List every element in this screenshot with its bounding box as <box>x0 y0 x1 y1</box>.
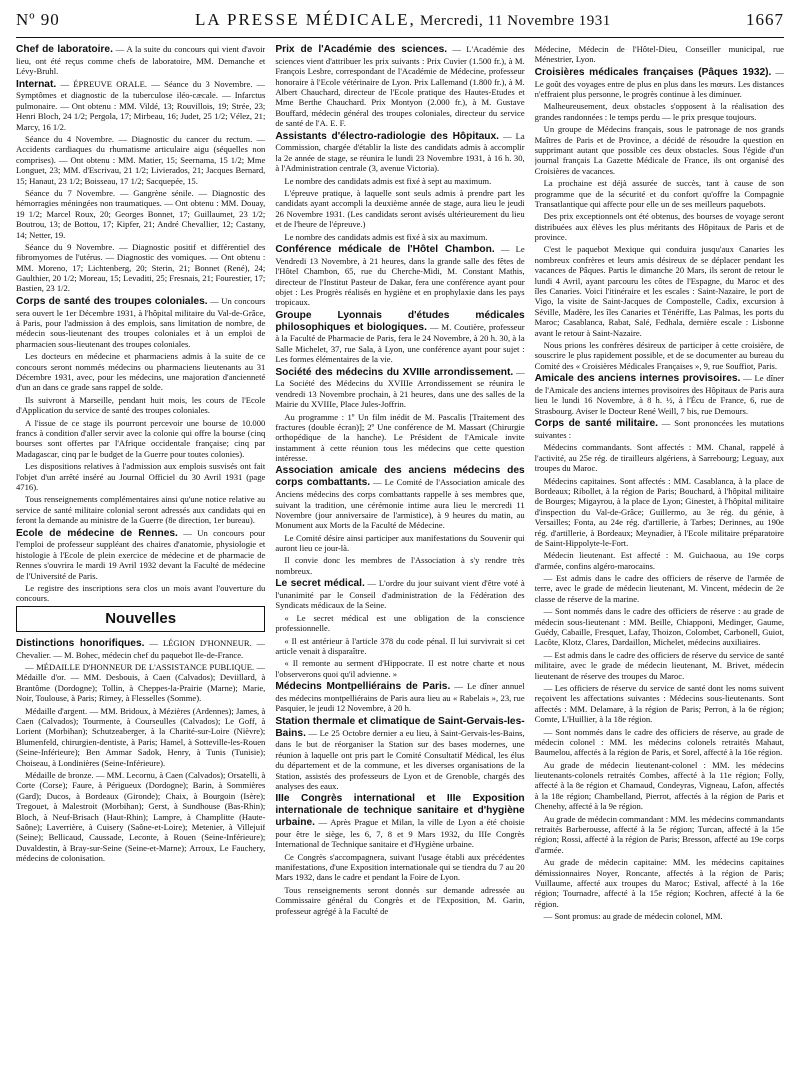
heading: Le secret médical. <box>275 578 365 590</box>
heading: Corps de santé des troupes coloniales. <box>16 295 208 307</box>
article-text: — Après Prague et Milan, la ville de Lyon a été choisie pour être le siège, les 6, 7, 8 et 9 Mars 1932, du IIIe Congrès International de Technique sanitaire et d'Hygiène urbaine. <box>275 817 525 850</box>
paragraph: Nous prions les confrères désireux de participer à cette croisière, de souscrire le plus rapidement possible, et de se documenter au bureau du Comité des « Croisières Médicales Françaises », 9, rue Souffiot, Paris. <box>534 339 784 371</box>
paragraph: Séance du 7 Novembre. — Gangrène sénile. — Diagnostic des hémorragies méningées non traumatiques. — Ont obtenu : MM. Douay, 19 1/2; Marcel Roux, 20; Georges Bonnet, 17; Guillaumet, 23 1/2; Boutrou, 13; de Bottou, 17; Kipfer, 21; André Chevallier, 12; Castany, 14; Netter, 19. <box>16 187 266 240</box>
heading: Amicale des anciens internes provisoires. <box>534 373 741 385</box>
article-societe-xviii <box>275 367 524 410</box>
paragraph: Le nombre des candidats admis est fixé à sept au maximum. <box>284 175 492 186</box>
paragraph: « Il est antérieur à l'article 378 du code pénal. Il lui survivrait si cet article venait à disparaître. <box>275 635 525 657</box>
paragraph: L'épreuve pratique, à laquelle sont seuls admis à prendre part les candidats ayant accompli la deuxième année de stage, aura lieu le jeudi 26 Novembre 1931. (Les candidats seront avisés ultérieurement du lieu et de l'heure de l'épreuve.) <box>275 187 525 230</box>
heading: IIIe Congrès international et IIIe Exposition internationale de technique sanitaire et d'hygiène urbaine. <box>275 793 525 829</box>
article-text: — M. Coutière, professeur à la Faculté de Pharmacie de Paris, fera le 24 Novembre, à 20 h. 30, à la Salle Michelet, 37, rue Sala, à Lyon, une conférence ayant pour sujet : Les formes élémentaires de la vie. <box>275 321 525 365</box>
article-text: — Le Vendredi 13 Novembre, à 21 heures, dans la grande salle des fêtes de l'Hôtel Chambon, 65, rue du Cherche-Midi, M. Constant Mathis, directeur de l'Institut Pasteur de Dakar, fera une conférence ayant pour objet : Les Progrès réalisés en hygiène et en prophylaxie dans les pays tropicaux. <box>275 243 525 308</box>
article-text: — La Commission, chargée d'établir la liste des candidats admis à accomplir la 2e année de stage, se réunira le lundi 23 Novembre 1931, à 16 h. 30, à l'Administration centrale (3, avenue Victoria). <box>275 130 525 174</box>
article-text: — L'Académie des sciences vient d'attribuer les prix suivants : Prix Cuvier (1.500 fr.), à M. François Lesbre, correspondant de l'Académie de Médecine, professeur honoraire à l'Ecole vétérinaire de Lyon. Prix Lallemand (1.800 fr.), à M. Albert Chauchard, directeur de l'Ecole pratique des Hautes-Etudes et Mme Berthe Chauchard. Prix Montyon (2.000 fr.), à M. Gustave Bouffard, médecin général des troupes coloniales, directeur du service de santé de l'A. E. F. <box>275 44 525 129</box>
paragraph: Au programme : 1º Un film inédit de M. Pascalis [Traitement des fractures (double écran)]; 2º Une conférence de M. Massart (Chirurgie orthopédique de la hanche). Le Président de l'Amicale invite instamment à cette réunion tous les médecins que cette question intéresse. <box>275 411 525 464</box>
article-montpellierains <box>275 681 524 714</box>
paragraph: Tous renseignements seront donnés sur demande adressée au Commissaire général du Congrès et de l'Exposition, M. Garin, professeur agrégé à la Faculté de <box>275 884 525 916</box>
paragraph: — Est admis dans le cadre des officiers de réserve du service de santé militaire, avec le grade de médecin lieutenant, M. Brivet, médecin lieutenant de réserve des troupes du Maroc. <box>534 649 784 681</box>
heading: Ecole de médecine de Rennes. <box>16 527 178 539</box>
article-saint-gervais <box>275 716 524 792</box>
journal-name: LA PRESSE MÉDICALE, <box>195 10 416 29</box>
paragraph: Séance du 9 Novembre. — Diagnostic positif et différentiel des fibromyomes de l'utérus. — Diagnostic des vomiques. — Ont obtenu : MM. Moreno, 17; Lichtenberg, 20; Sterin, 21; Bonnet (René), 24; Gaulthier, 20 1/2; Moreau, 15; Levaditi, 25; Fresnais, 21; Fourestier, 17; Bastien, 23 1/2. <box>16 241 266 294</box>
page-number: 1667 <box>745 10 784 29</box>
article-internat <box>16 79 265 132</box>
journal-title <box>195 10 611 30</box>
article-croisieres <box>535 67 784 100</box>
paragraph: Médecins commandants. Sont affectés : MM. Chanal, rappelé à l'activité, au 25e rég. de tirailleurs algériens, à Sarrebourg; Leguay, aux troupes du Maroc. <box>534 442 784 474</box>
paragraph: — Sont promus: au grade de médecin colonel, MM. <box>543 911 723 922</box>
paragraph: Les dispositions relatives à l'admission aux emplois susvisés ont fait l'objet d'un arrêté inséré au Journal Officiel du 30 Avril 1931 (page 4716). <box>16 461 266 492</box>
heading: Société des médecins du XVIIIe arrondissement. <box>275 366 514 378</box>
paragraph: La prochaine est déjà assurée de succès, tant à cause de son programme que de la sécurité et du confort qu'offre la Compagnie Transatlantique qui affecte pour elle un de ses meilleurs paquebots. <box>534 178 784 209</box>
article-text: — Le Comité de l'Association amicale des Anciens médecins des corps combattants rappelle à ses membres que, suivant la tradition, une cérémonie intime aura lieu le mercredi 11 Novembre (jour anniversaire de l'armistice), à 9 heures du matin, au Monument aux Morts de la Faculté de Médecine. <box>275 477 525 531</box>
heading: Groupe Lyonnais d'études médicales philosophiques et biologiques. <box>275 309 525 333</box>
article-chef-laboratoire <box>16 44 265 77</box>
article-text: — Le dîner annuel des médecins montpelliérains de Paris aura lieu au « Rabelais », 23, rue Pasquier, le jeudi 12 Novembre, à 20 h. <box>275 681 525 714</box>
paragraph: Ce Congrès s'accompagnera, suivant l'usage établi aux précédentes manifestations, d'une Exposition internationale qui se tiendra du 7 au 20 Mars 1932, dans le cadre et pendant la Foire de Lyon. <box>275 851 525 883</box>
heading: Conférence médicale de l'Hôtel Chambon. <box>275 243 495 255</box>
paragraph: « Le secret médical est une obligation de la conscience professionnelle. <box>275 612 525 634</box>
article-text: — L'ordre du jour suivant vient d'être voté à l'unanimité par le Conseil d'administration de la Fédération des Syndicats médicaux de la Seine. <box>275 578 525 611</box>
article-congres-lyon <box>275 793 524 849</box>
paragraph: Médaille de bronze. — MM. Lecornu, à Caen (Calvados); Orsatelli, à Corte (Corse); Faure, à Périgueux (Dordogne); Barin, à Sommières (Gard); Ducos, à Bordeaux (Gironde); Chaix, à Bourgoin (Isère); Tregouet, à Malestroit (Morbihan); Gerst, à Sundhouse (Bas-Rhin); Bloch, à Neuf-Brisach (Haut-Rhin); Lampre, à Champlitte (Haute-Saône); Laverrière, à Cuisery (Saône-et-Loire); Metenier, à Villejuif (Seine); Bellicaud, Caussade, Leconte, à Rouen (Seine-Inférieure); Duvaldestin, à Bray-sur-Seine (Seine-et-Marne); Arroux, Le Fauchery, médecins de colonisation. <box>16 769 266 864</box>
paragraph: — MÉDAILLE D'HONNEUR DE L'ASSISTANCE PUBLIQUE. — Médaille d'or. — MM. Desbouis, à Caen (Calvados); Deviillard, à Brantôme (Dordogne); Tollin, à Cheppes-la-Prairie (Marne); Marie, Noir, Toulouse, à Paris; Rimey, à Flesselles (Somme). <box>16 662 266 704</box>
article-text: — ÉPREUVE ORALE. — Séance du 3 Novembre. — Symptômes et diagnostic de la tuberculose iléo-cæcale. — Infarctus pulmonaire. — Ont obtenu : MM. Vildé, 13; Rouvillois, 19; Strée, 23; Henri Bloch, 24 1/2; Pergola, 17; Mirbeau, 16; Judet, 25 1/2; Vélez, 21; Marcy, 16 1/2. <box>16 78 266 132</box>
article-text: — A la suite du concours qui vient d'avoir lieu, ont été reçus comme chefs de laboratoire, MM. Demanche et Lévy-Bruhl. <box>16 44 266 77</box>
article-rennes <box>16 528 265 581</box>
issue-date: Mercredi, 11 Novembre 1931 <box>415 13 611 29</box>
heading: Association amicale des anciens médecins des corps combattants. <box>275 465 525 489</box>
paragraph: Il convie donc les membres de l'Association à s'y rendre très nombreux. <box>275 555 525 576</box>
paragraph: Médecin lieutenant. Est affecté : M. Guichaoua, au 19e corps d'armée, confins algéro-marocains. <box>534 550 784 571</box>
heading: Internat. <box>16 78 57 90</box>
article-assistants <box>275 131 524 174</box>
heading: Station thermale et climatique de Saint-Gervais-les-Bains. <box>275 715 525 739</box>
article-amicale-internes <box>535 373 784 416</box>
article-corps-coloniales <box>16 296 265 349</box>
paragraph: — Est admis dans le cadre des officiers de réserve de l'armée de terre, avec le grade de médecin lieutenant, M. Vincent, médecin de 2e classe de réserve de la marine. <box>534 573 784 604</box>
paragraph: Le nombre des candidats admis est fixé à six au maximum. <box>284 231 488 242</box>
paragraph: « Il remonte au serment d'Hippocrate. Il est notre charte et nous l'observerons quoi qu'il advienne. » <box>275 658 525 679</box>
article-conference-chambon <box>275 244 524 308</box>
paragraph: Au grade de médecin capitaine: MM. les médecins capitaines démissionnaires Noyer, Roncante, affectés à la région de Paris; Vuillaume, affecté aux troupes du Maroc; Estival, affecté à la 16e région; Tournadre, affecté à la 15e région; Kochren, affecté à la 6e région. <box>534 857 784 909</box>
paragraph: C'est le paquebot Mexique qui conduira jusqu'aux Canaries les nombreux confrères et leurs amis désireux de se déplacer pendant les vacances de Pâques. Partis le dimanche 20 Mars, ils seront de retour le lundi 4 Avril, ayant parcouru les côtes de l'Espagne, du Maroc et des îles Canaries. Voici l'itinéraire et les escales : Saint-Nazaire, le port de Vigo, la visite de Saint-Jacques de Compostelle, Cadix, excursion à Séville, Madère, les îles Canaries et Ténériffe, Las Palmas, les ports du Maroc; Casablanca, Rabat, Salé, Fedhala, dernière escale : Lisbonne avant le retour à Saint-Nazaire. <box>534 244 784 338</box>
paragraph: Médecine, Médecin de l'Hôtel-Dieu, Conseiller municipal, rue Ménestrier, Lyon. <box>534 44 784 65</box>
column-1 <box>16 44 265 1074</box>
paragraph: Au grade de médecin lieutenant-colonel : MM. les médecins lieutenants-colonels retraités Combes, affecté à la 11e région; Folly, affecté à la 8e région et Chamaud, Condeyras, Vigneau, Lafon, affectés à la 18e région; Chambelland, Pierrot, affectés à la région de Paris et Chenehy, affecté à la 9e région. <box>534 759 784 812</box>
paragraph: — Sont nommés dans le cadre des officiers de réserve, au grade de médecin colonel : MM. les médecins colonels retraités Mahaut, Baumelou, affectés à la région de Paris, et Sorel, affecté à la 16e région. <box>534 726 784 758</box>
article-text: — LÉGION D'HONNEUR. — Chevalier. — M. Bohec, médecin chef du paquebot Ile-de-France. <box>16 637 266 660</box>
heading: Assistants d'électro-radiologie des Hôpitaux. <box>275 130 499 142</box>
article-association-combattants <box>275 465 524 530</box>
paragraph: Ils suivront à Marseille, pendant huit mois, les cours de l'Ecole d'Application du service de santé des troupes coloniales. <box>16 394 266 416</box>
paragraph: Les docteurs en médecine et pharmaciens admis à la suite de ce concours seront nommés médecins ou pharmaciens lieutenants au 31 Décembre 1931, avec, pour les médecins, une majoration d'ancienneté d'un an dans ce grade sans rappel de solde. <box>16 351 266 393</box>
paragraph: Un groupe de Médecins français, sous le patronage de nos grands Maîtres de Paris et de Province, a décidé de résoudre la question en supprimant autant que possible ces deux obstacles. Sous l'égide d'un journal français La Gazette Médicale de France, ils ont organisé des Croisières de vacances. <box>534 124 784 176</box>
article-corps-sante-militaire <box>535 418 784 440</box>
article-text: — Le goût des voyages entre de plus en plus dans les mœurs. Les distances n'effraient plus personne, le progrès continue à les diminuer. <box>534 66 784 99</box>
issue-number: Nº 90 <box>16 10 60 29</box>
paragraph: Au grade de médecin commandant : MM. les médecins commandants retraités Barberousse, affecté à la 5e région; Turcan, affecté à la 15e région; Rossi, affecté à la région de Paris; Bresson, affecté au 19e corps d'armée. <box>534 813 784 855</box>
heading: Chef de laboratoire. <box>16 44 113 55</box>
article-text: — Sont prononcées les mutations suivantes : <box>534 418 784 440</box>
page-header <box>16 10 784 38</box>
article-prix-academie <box>275 44 524 129</box>
article-text: — Le 25 Octobre dernier a eu lieu, à Saint-Gervais-les-Bains, dans le but de réorganiser la Station sur des bases modernes, une réunion à laquelle ont pris part le Comité Consultatif Médical, les élus du département et de la commune, et les diverses organisations de la Station, assistés des professeurs de Lyon et de Grenoble, chargés des analyses des eaux. <box>275 727 525 792</box>
article-distinctions <box>16 638 265 660</box>
column-3 <box>535 44 784 1074</box>
article-text: — Un concours pour l'emploi de professeur suppléant des chaires d'anatomie, physiologie et histologie à l'Ecole de plein exercice de médecine et de pharmacie de Rennes s'ouvrira le mardi 19 Avril 1932 devant la Faculté de médecine de l'Université de Paris. <box>16 527 266 581</box>
paragraph: Tous renseignements complémentaires ainsi qu'une notice relative au service de santé militaire colonial seront adressés aux candidats qui en feront la demande au ministre de la Guerre (8e direction, 1er bureau). <box>16 494 266 526</box>
paragraph: — Sont nommés dans le cadre des officiers de réserve : au grade de médecin sous-lieutenant : MM. Beille, Chiapponi, Medinger, Gaume, Guédy, Cabaille, Fresquet, Lafay, Thoizon, Colombet, Carbonell, Guiot, Lacôte, Klotz, Clares, Dardaillon, Michelet, médecins auxiliaires. <box>534 606 784 648</box>
paragraph: Des prix exceptionnels ont été obtenus, des bourses de voyage seront distribuées aux élèves les plus méritants des Hôpitaux de Paris et de province. <box>534 211 784 243</box>
article-text: — La Société des Médecins du XVIIIe Arrondissement se réunira le vendredi 13 Novembre prochain, à 21 heures, dans une des salles de la Mairie du XVIIIe, Place Jules-Joffrin. <box>275 366 525 410</box>
paragraph: — Les officiers de réserve du service de santé dont les noms suivent reçoivent les affectations suivantes : Médecins sous-lieutenants. Sont affectés : MM. Delamare, à la région de Paris; Perron, à la 6e région; Comte, L'Huillier, à la 18e région. <box>534 682 784 725</box>
article-secret-medical <box>275 578 524 611</box>
article-groupe-lyonnais <box>275 310 524 365</box>
heading: Corps de santé militaire. <box>534 418 658 430</box>
heading: Distinctions honorifiques. <box>16 637 145 649</box>
paragraph: Le Comité désire ainsi participer aux manifestations du Souvenir qui auront lieu ce jour-là. <box>275 532 525 554</box>
article-text: — Un concours sera ouvert le 1er Décembre 1931, à l'hôpital militaire du Val-de-Grâce, à Paris, pour l'admission à des emplois, sans limitation de nombre, de médecin sous-lieutenant des troupes coloniales et à un emploi de pharmacien sous-lieutenant des troupes coloniales. <box>16 295 266 349</box>
article-text: — Le dîner de l'Amicale des anciens internes provisoires des Hôpitaux de Paris aura lieu le lundi 16 Novembre, à 8 h. ½, à l'Écu de France, 6, rue de Strasbourg. Aviser le Docteur René Weill, 7 bis, rue Demours. <box>534 373 784 416</box>
paragraph: Médaille d'argent. — MM. Bridoux, à Mézières (Ardennes); James, à Caen (Calvados); Tourmente, à Courseulles (Calvados); Le Goff, à Lorient (Morbihan); Schutzeaberger, à la Charité-sur-Loire (Nièvre); Blumenfeld, chirurgien-dentiste, à Paris; Hamel, à Sotteville-les-Rouen (Seine-Inférieure); Ben Ammar Sadok, Henry, à Tunis (Tunisie); Choiseau, à Londinières (Seine-Inférieure). <box>16 705 266 768</box>
paragraph: Séance du 4 Novembre. — Diagnostic du cancer du rectum. — Accidents cardiaques du rhumatisme articulaire aigu (séquelles non comprises). — Ont obtenu : MM. Matier, 15; Seernama, 15 1/2; Mme Longuet, 23; MM. d'Escrivau, 21 1/2; Livierados, 21; Jacques Bernard, 15; Hanaut, 23 1/2; Boisseau, 17 1/2; Sacquepée, 15. <box>16 134 266 186</box>
paragraph: Médecins capitaines. Sont affectés : MM. Casablanca, à la place de Bordeaux; Ribollet, à la région de Paris; Bouchard, à l'hôpital militaire de Bourges; Migayrou, à la place de Lyon; Ginestet, à l'hôpital militaire d'inspection du Val-de-Grâce; Guillermo, au 3e rég. du génie, à Versailles; Fonta, au 24e rég. d'artillerie, à Tarbes; Derinnes, au 190e rég. d'artillerie, à Bordeaux; Meynadier, à l'Ecole militaire préparatoire de Saint-Hippolyte-le-Fort. <box>534 475 784 548</box>
column-2 <box>275 44 524 1074</box>
paragraph: Malheureusement, deux obstacles s'opposent à la réalisation des grandes randonnées : le temps perdu — le prix presque toujours. <box>534 101 784 122</box>
heading: Médecins Montpelliérains de Paris. <box>275 681 451 693</box>
paragraph: Le registre des inscriptions sera clos un mois avant l'ouverture du concours. <box>16 582 266 604</box>
heading: Croisières médicales françaises (Pâques 1932). <box>534 66 772 78</box>
heading: Prix de l'Académie des sciences. <box>275 44 448 55</box>
columns <box>16 44 784 1074</box>
paragraph: A l'issue de ce stage ils pourront percevoir une bourse de 10.000 francs à condition d'aller servir avec la colonie qui offre la bourse (cinq bourses sont offertes par l'Afrique occidentale française; cinq par Madagascar, cinq par le budget de la Guerre pour toutes colonies). <box>16 417 266 459</box>
section-title-nouvelles: Nouvelles <box>16 606 265 632</box>
